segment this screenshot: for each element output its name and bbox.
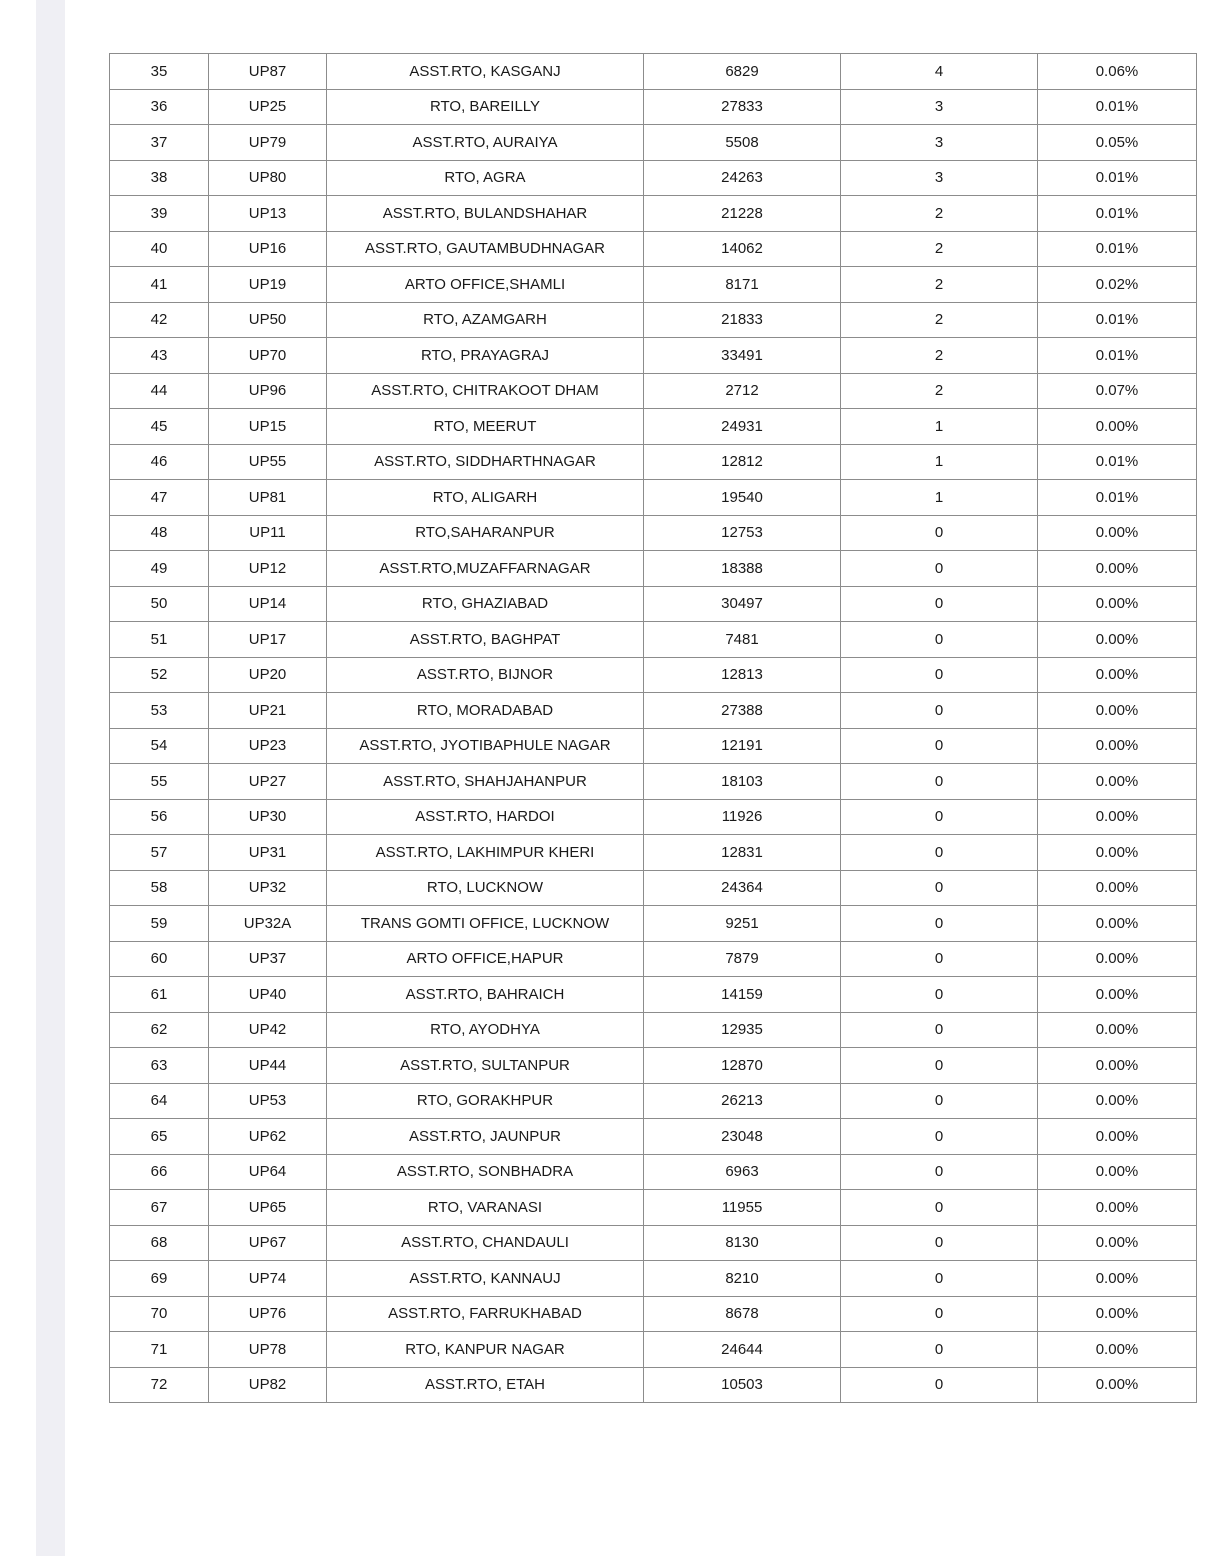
table-row bbox=[110, 977, 1197, 1013]
registration-code-cell: UP76 bbox=[209, 1296, 327, 1332]
registration-code-cell: UP37 bbox=[209, 941, 327, 977]
flagged-count-cell: 2 bbox=[841, 231, 1038, 267]
flagged-count-cell: 0 bbox=[841, 1048, 1038, 1084]
flagged-count-cell: 4 bbox=[841, 54, 1038, 90]
total-count-cell: 2712 bbox=[644, 373, 841, 409]
flagged-count-cell: 0 bbox=[841, 1083, 1038, 1119]
flagged-count-cell: 2 bbox=[841, 373, 1038, 409]
percentage-cell: 0.06% bbox=[1038, 54, 1197, 90]
registration-code-cell: UP64 bbox=[209, 1154, 327, 1190]
registration-code-cell: UP12 bbox=[209, 551, 327, 587]
total-count-cell: 12812 bbox=[644, 444, 841, 480]
flagged-count-cell: 0 bbox=[841, 1119, 1038, 1155]
office-name-cell: RTO, AZAMGARH bbox=[327, 302, 644, 338]
registration-code-cell: UP14 bbox=[209, 586, 327, 622]
table-row bbox=[110, 799, 1197, 835]
serial-number-cell: 68 bbox=[110, 1225, 209, 1261]
flagged-count-cell: 0 bbox=[841, 551, 1038, 587]
total-count-cell: 14062 bbox=[644, 231, 841, 267]
table-row bbox=[110, 1048, 1197, 1084]
total-count-cell: 21833 bbox=[644, 302, 841, 338]
office-name-cell: RTO, MEERUT bbox=[327, 409, 644, 445]
percentage-cell: 0.00% bbox=[1038, 1119, 1197, 1155]
flagged-count-cell: 1 bbox=[841, 409, 1038, 445]
office-name-cell: RTO, GHAZIABAD bbox=[327, 586, 644, 622]
serial-number-cell: 53 bbox=[110, 693, 209, 729]
table-row bbox=[110, 1332, 1197, 1368]
table-row bbox=[110, 728, 1197, 764]
table-row bbox=[110, 1190, 1197, 1226]
total-count-cell: 6963 bbox=[644, 1154, 841, 1190]
office-name-cell: TRANS GOMTI OFFICE, LUCKNOW bbox=[327, 906, 644, 942]
total-count-cell: 18388 bbox=[644, 551, 841, 587]
table-row bbox=[110, 196, 1197, 232]
table-row bbox=[110, 409, 1197, 445]
serial-number-cell: 66 bbox=[110, 1154, 209, 1190]
serial-number-cell: 42 bbox=[110, 302, 209, 338]
registration-code-cell: UP42 bbox=[209, 1012, 327, 1048]
serial-number-cell: 67 bbox=[110, 1190, 209, 1226]
office-name-cell: ASST.RTO, HARDOI bbox=[327, 799, 644, 835]
table-row bbox=[110, 1296, 1197, 1332]
percentage-cell: 0.00% bbox=[1038, 1296, 1197, 1332]
total-count-cell: 12753 bbox=[644, 515, 841, 551]
percentage-cell: 0.00% bbox=[1038, 1012, 1197, 1048]
office-name-cell: ASST.RTO, KASGANJ bbox=[327, 54, 644, 90]
flagged-count-cell: 0 bbox=[841, 586, 1038, 622]
office-name-cell: ASST.RTO, BAHRAICH bbox=[327, 977, 644, 1013]
office-name-cell: ASST.RTO, LAKHIMPUR KHERI bbox=[327, 835, 644, 871]
table-row bbox=[110, 515, 1197, 551]
table-row bbox=[110, 870, 1197, 906]
total-count-cell: 9251 bbox=[644, 906, 841, 942]
serial-number-cell: 37 bbox=[110, 125, 209, 161]
serial-number-cell: 47 bbox=[110, 480, 209, 516]
percentage-cell: 0.00% bbox=[1038, 622, 1197, 658]
flagged-count-cell: 2 bbox=[841, 196, 1038, 232]
flagged-count-cell: 0 bbox=[841, 1261, 1038, 1297]
serial-number-cell: 70 bbox=[110, 1296, 209, 1332]
office-name-cell: RTO, MORADABAD bbox=[327, 693, 644, 729]
flagged-count-cell: 0 bbox=[841, 870, 1038, 906]
percentage-cell: 0.00% bbox=[1038, 409, 1197, 445]
percentage-cell: 0.00% bbox=[1038, 870, 1197, 906]
serial-number-cell: 44 bbox=[110, 373, 209, 409]
office-name-cell: ASST.RTO, GAUTAMBUDHNAGAR bbox=[327, 231, 644, 267]
flagged-count-cell: 3 bbox=[841, 160, 1038, 196]
office-name-cell: ARTO OFFICE,SHAMLI bbox=[327, 267, 644, 303]
flagged-count-cell: 0 bbox=[841, 1012, 1038, 1048]
registration-code-cell: UP19 bbox=[209, 267, 327, 303]
table-row bbox=[110, 338, 1197, 374]
percentage-cell: 0.00% bbox=[1038, 1048, 1197, 1084]
percentage-cell: 0.00% bbox=[1038, 1367, 1197, 1403]
flagged-count-cell: 0 bbox=[841, 1332, 1038, 1368]
table-row bbox=[110, 373, 1197, 409]
flagged-count-cell: 0 bbox=[841, 1367, 1038, 1403]
serial-number-cell: 69 bbox=[110, 1261, 209, 1297]
total-count-cell: 6829 bbox=[644, 54, 841, 90]
serial-number-cell: 52 bbox=[110, 657, 209, 693]
flagged-count-cell: 3 bbox=[841, 89, 1038, 125]
flagged-count-cell: 0 bbox=[841, 941, 1038, 977]
serial-number-cell: 59 bbox=[110, 906, 209, 942]
table-row bbox=[110, 480, 1197, 516]
office-name-cell: RTO, PRAYAGRAJ bbox=[327, 338, 644, 374]
percentage-cell: 0.00% bbox=[1038, 657, 1197, 693]
registration-code-cell: UP16 bbox=[209, 231, 327, 267]
total-count-cell: 27388 bbox=[644, 693, 841, 729]
total-count-cell: 19540 bbox=[644, 480, 841, 516]
registration-code-cell: UP67 bbox=[209, 1225, 327, 1261]
percentage-cell: 0.00% bbox=[1038, 941, 1197, 977]
office-name-cell: RTO, KANPUR NAGAR bbox=[327, 1332, 644, 1368]
total-count-cell: 12935 bbox=[644, 1012, 841, 1048]
total-count-cell: 11926 bbox=[644, 799, 841, 835]
total-count-cell: 10503 bbox=[644, 1367, 841, 1403]
office-name-cell: ASST.RTO, KANNAUJ bbox=[327, 1261, 644, 1297]
table-row bbox=[110, 1119, 1197, 1155]
serial-number-cell: 56 bbox=[110, 799, 209, 835]
table-row bbox=[110, 941, 1197, 977]
office-name-cell: ASST.RTO, CHANDAULI bbox=[327, 1225, 644, 1261]
flagged-count-cell: 0 bbox=[841, 835, 1038, 871]
registration-code-cell: UP32 bbox=[209, 870, 327, 906]
office-name-cell: ASST.RTO, BIJNOR bbox=[327, 657, 644, 693]
registration-code-cell: UP32A bbox=[209, 906, 327, 942]
serial-number-cell: 60 bbox=[110, 941, 209, 977]
serial-number-cell: 51 bbox=[110, 622, 209, 658]
office-name-cell: ASST.RTO,MUZAFFARNAGAR bbox=[327, 551, 644, 587]
percentage-cell: 0.00% bbox=[1038, 906, 1197, 942]
registration-code-cell: UP82 bbox=[209, 1367, 327, 1403]
table-row bbox=[110, 906, 1197, 942]
office-name-cell: ASST.RTO, SONBHADRA bbox=[327, 1154, 644, 1190]
serial-number-cell: 63 bbox=[110, 1048, 209, 1084]
serial-number-cell: 49 bbox=[110, 551, 209, 587]
total-count-cell: 24263 bbox=[644, 160, 841, 196]
flagged-count-cell: 0 bbox=[841, 764, 1038, 800]
table-row bbox=[110, 835, 1197, 871]
percentage-cell: 0.05% bbox=[1038, 125, 1197, 161]
office-name-cell: ASST.RTO, AURAIYA bbox=[327, 125, 644, 161]
serial-number-cell: 36 bbox=[110, 89, 209, 125]
flagged-count-cell: 2 bbox=[841, 338, 1038, 374]
registration-code-cell: UP11 bbox=[209, 515, 327, 551]
office-name-cell: ASST.RTO, JAUNPUR bbox=[327, 1119, 644, 1155]
registration-code-cell: UP27 bbox=[209, 764, 327, 800]
percentage-cell: 0.00% bbox=[1038, 977, 1197, 1013]
registration-code-cell: UP70 bbox=[209, 338, 327, 374]
office-name-cell: ASST.RTO, BULANDSHAHAR bbox=[327, 196, 644, 232]
percentage-cell: 0.00% bbox=[1038, 1190, 1197, 1226]
table-row bbox=[110, 125, 1197, 161]
total-count-cell: 26213 bbox=[644, 1083, 841, 1119]
table-row bbox=[110, 693, 1197, 729]
percentage-cell: 0.00% bbox=[1038, 1154, 1197, 1190]
table-row bbox=[110, 1012, 1197, 1048]
percentage-cell: 0.01% bbox=[1038, 160, 1197, 196]
registration-code-cell: UP40 bbox=[209, 977, 327, 1013]
serial-number-cell: 50 bbox=[110, 586, 209, 622]
registration-code-cell: UP20 bbox=[209, 657, 327, 693]
registration-code-cell: UP55 bbox=[209, 444, 327, 480]
flagged-count-cell: 1 bbox=[841, 444, 1038, 480]
office-name-cell: ASST.RTO, JYOTIBAPHULE NAGAR bbox=[327, 728, 644, 764]
flagged-count-cell: 0 bbox=[841, 1225, 1038, 1261]
flagged-count-cell: 0 bbox=[841, 515, 1038, 551]
office-name-cell: ASST.RTO, CHITRAKOOT DHAM bbox=[327, 373, 644, 409]
office-name-cell: ASST.RTO, BAGHPAT bbox=[327, 622, 644, 658]
total-count-cell: 14159 bbox=[644, 977, 841, 1013]
percentage-cell: 0.00% bbox=[1038, 515, 1197, 551]
serial-number-cell: 40 bbox=[110, 231, 209, 267]
table-row bbox=[110, 551, 1197, 587]
registration-code-cell: UP79 bbox=[209, 125, 327, 161]
flagged-count-cell: 0 bbox=[841, 657, 1038, 693]
total-count-cell: 12831 bbox=[644, 835, 841, 871]
registration-code-cell: UP17 bbox=[209, 622, 327, 658]
table-row bbox=[110, 1225, 1197, 1261]
registration-code-cell: UP44 bbox=[209, 1048, 327, 1084]
office-name-cell: RTO, BAREILLY bbox=[327, 89, 644, 125]
percentage-cell: 0.01% bbox=[1038, 231, 1197, 267]
registration-code-cell: UP81 bbox=[209, 480, 327, 516]
office-name-cell: RTO, AGRA bbox=[327, 160, 644, 196]
office-name-cell: ASST.RTO, SHAHJAHANPUR bbox=[327, 764, 644, 800]
percentage-cell: 0.01% bbox=[1038, 196, 1197, 232]
serial-number-cell: 64 bbox=[110, 1083, 209, 1119]
flagged-count-cell: 0 bbox=[841, 622, 1038, 658]
serial-number-cell: 71 bbox=[110, 1332, 209, 1368]
flagged-count-cell: 1 bbox=[841, 480, 1038, 516]
serial-number-cell: 43 bbox=[110, 338, 209, 374]
serial-number-cell: 72 bbox=[110, 1367, 209, 1403]
total-count-cell: 18103 bbox=[644, 764, 841, 800]
left-margin-strip bbox=[36, 0, 65, 1556]
flagged-count-cell: 3 bbox=[841, 125, 1038, 161]
percentage-cell: 0.01% bbox=[1038, 302, 1197, 338]
office-name-cell: RTO, AYODHYA bbox=[327, 1012, 644, 1048]
percentage-cell: 0.01% bbox=[1038, 89, 1197, 125]
registration-code-cell: UP23 bbox=[209, 728, 327, 764]
flagged-count-cell: 0 bbox=[841, 1154, 1038, 1190]
table-row bbox=[110, 1367, 1197, 1403]
table-row bbox=[110, 1154, 1197, 1190]
percentage-cell: 0.02% bbox=[1038, 267, 1197, 303]
table-row bbox=[110, 54, 1197, 90]
serial-number-cell: 61 bbox=[110, 977, 209, 1013]
office-name-cell: ASST.RTO, FARRUKHABAD bbox=[327, 1296, 644, 1332]
percentage-cell: 0.00% bbox=[1038, 1332, 1197, 1368]
percentage-cell: 0.00% bbox=[1038, 693, 1197, 729]
percentage-cell: 0.01% bbox=[1038, 338, 1197, 374]
table-row bbox=[110, 267, 1197, 303]
office-name-cell: ASST.RTO, SULTANPUR bbox=[327, 1048, 644, 1084]
office-name-cell: RTO, GORAKHPUR bbox=[327, 1083, 644, 1119]
registration-code-cell: UP53 bbox=[209, 1083, 327, 1119]
total-count-cell: 24364 bbox=[644, 870, 841, 906]
serial-number-cell: 55 bbox=[110, 764, 209, 800]
registration-code-cell: UP87 bbox=[209, 54, 327, 90]
percentage-cell: 0.00% bbox=[1038, 835, 1197, 871]
serial-number-cell: 58 bbox=[110, 870, 209, 906]
total-count-cell: 5508 bbox=[644, 125, 841, 161]
total-count-cell: 12191 bbox=[644, 728, 841, 764]
serial-number-cell: 38 bbox=[110, 160, 209, 196]
table-row bbox=[110, 160, 1197, 196]
registration-code-cell: UP78 bbox=[209, 1332, 327, 1368]
serial-number-cell: 45 bbox=[110, 409, 209, 445]
percentage-cell: 0.00% bbox=[1038, 586, 1197, 622]
registration-code-cell: UP96 bbox=[209, 373, 327, 409]
office-name-cell: RTO,SAHARANPUR bbox=[327, 515, 644, 551]
registration-code-cell: UP15 bbox=[209, 409, 327, 445]
office-name-cell: RTO, LUCKNOW bbox=[327, 870, 644, 906]
total-count-cell: 8210 bbox=[644, 1261, 841, 1297]
total-count-cell: 8171 bbox=[644, 267, 841, 303]
percentage-cell: 0.00% bbox=[1038, 1261, 1197, 1297]
total-count-cell: 24931 bbox=[644, 409, 841, 445]
percentage-cell: 0.00% bbox=[1038, 764, 1197, 800]
registration-code-cell: UP74 bbox=[209, 1261, 327, 1297]
total-count-cell: 7879 bbox=[644, 941, 841, 977]
registration-code-cell: UP50 bbox=[209, 302, 327, 338]
flagged-count-cell: 0 bbox=[841, 977, 1038, 1013]
table-row bbox=[110, 89, 1197, 125]
percentage-cell: 0.00% bbox=[1038, 551, 1197, 587]
percentage-cell: 0.00% bbox=[1038, 799, 1197, 835]
percentage-cell: 0.01% bbox=[1038, 480, 1197, 516]
table-row bbox=[110, 622, 1197, 658]
table-row bbox=[110, 1261, 1197, 1297]
total-count-cell: 23048 bbox=[644, 1119, 841, 1155]
total-count-cell: 21228 bbox=[644, 196, 841, 232]
flagged-count-cell: 2 bbox=[841, 302, 1038, 338]
total-count-cell: 12870 bbox=[644, 1048, 841, 1084]
total-count-cell: 33491 bbox=[644, 338, 841, 374]
flagged-count-cell: 0 bbox=[841, 799, 1038, 835]
serial-number-cell: 35 bbox=[110, 54, 209, 90]
table-row bbox=[110, 764, 1197, 800]
table-row bbox=[110, 657, 1197, 693]
percentage-cell: 0.00% bbox=[1038, 1225, 1197, 1261]
table-row bbox=[110, 444, 1197, 480]
serial-number-cell: 65 bbox=[110, 1119, 209, 1155]
flagged-count-cell: 0 bbox=[841, 728, 1038, 764]
office-name-cell: RTO, ALIGARH bbox=[327, 480, 644, 516]
serial-number-cell: 46 bbox=[110, 444, 209, 480]
total-count-cell: 11955 bbox=[644, 1190, 841, 1226]
registration-code-cell: UP21 bbox=[209, 693, 327, 729]
flagged-count-cell: 2 bbox=[841, 267, 1038, 303]
total-count-cell: 24644 bbox=[644, 1332, 841, 1368]
percentage-cell: 0.00% bbox=[1038, 728, 1197, 764]
registration-code-cell: UP25 bbox=[209, 89, 327, 125]
office-name-cell: ASST.RTO, SIDDHARTHNAGAR bbox=[327, 444, 644, 480]
percentage-cell: 0.01% bbox=[1038, 444, 1197, 480]
table-body bbox=[110, 54, 1197, 1403]
percentage-cell: 0.00% bbox=[1038, 1083, 1197, 1119]
office-name-cell: RTO, VARANASI bbox=[327, 1190, 644, 1226]
office-name-cell: ARTO OFFICE,HAPUR bbox=[327, 941, 644, 977]
total-count-cell: 8678 bbox=[644, 1296, 841, 1332]
flagged-count-cell: 0 bbox=[841, 906, 1038, 942]
table-row bbox=[110, 231, 1197, 267]
registration-code-cell: UP80 bbox=[209, 160, 327, 196]
total-count-cell: 8130 bbox=[644, 1225, 841, 1261]
registration-code-cell: UP13 bbox=[209, 196, 327, 232]
table-container bbox=[109, 53, 1196, 1403]
serial-number-cell: 48 bbox=[110, 515, 209, 551]
flagged-count-cell: 0 bbox=[841, 1190, 1038, 1226]
serial-number-cell: 62 bbox=[110, 1012, 209, 1048]
table-row bbox=[110, 1083, 1197, 1119]
percentage-cell: 0.07% bbox=[1038, 373, 1197, 409]
total-count-cell: 30497 bbox=[644, 586, 841, 622]
registration-code-cell: UP65 bbox=[209, 1190, 327, 1226]
office-name-cell: ASST.RTO, ETAH bbox=[327, 1367, 644, 1403]
serial-number-cell: 41 bbox=[110, 267, 209, 303]
table-row bbox=[110, 586, 1197, 622]
total-count-cell: 27833 bbox=[644, 89, 841, 125]
registration-code-cell: UP62 bbox=[209, 1119, 327, 1155]
rto-data-table bbox=[109, 53, 1197, 1403]
flagged-count-cell: 0 bbox=[841, 693, 1038, 729]
registration-code-cell: UP30 bbox=[209, 799, 327, 835]
table-row bbox=[110, 302, 1197, 338]
total-count-cell: 7481 bbox=[644, 622, 841, 658]
serial-number-cell: 57 bbox=[110, 835, 209, 871]
registration-code-cell: UP31 bbox=[209, 835, 327, 871]
serial-number-cell: 39 bbox=[110, 196, 209, 232]
serial-number-cell: 54 bbox=[110, 728, 209, 764]
total-count-cell: 12813 bbox=[644, 657, 841, 693]
flagged-count-cell: 0 bbox=[841, 1296, 1038, 1332]
